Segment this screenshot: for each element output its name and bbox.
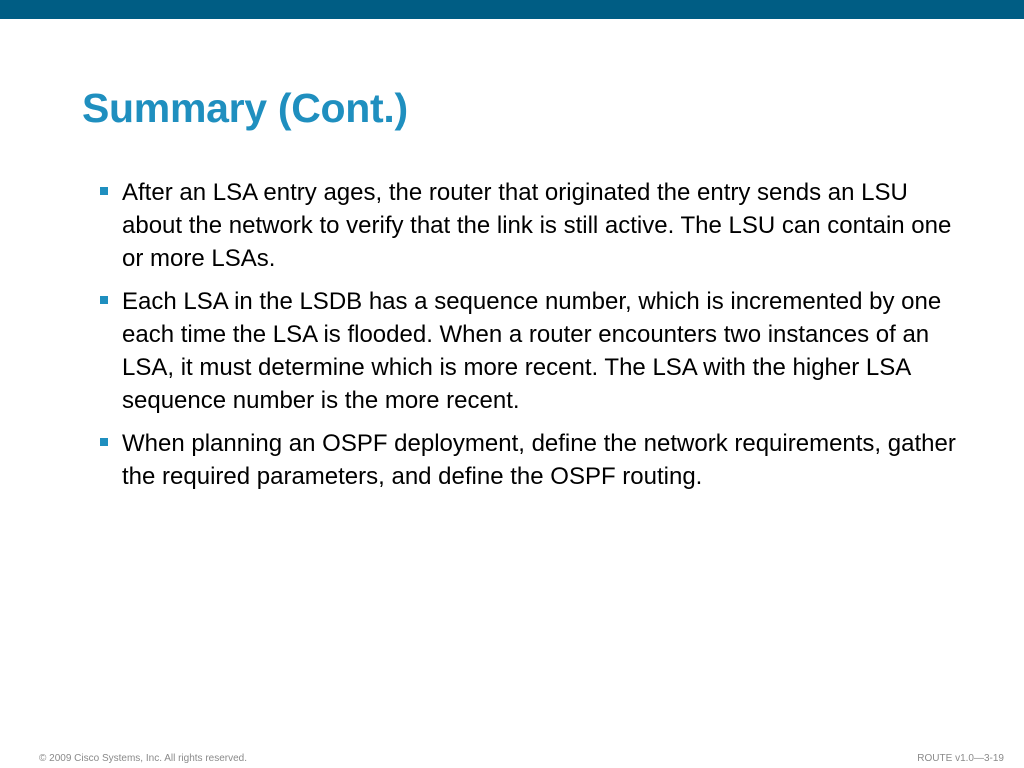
footer-course-label: ROUTE v1.0—3-19 (917, 753, 1004, 764)
bullet-text: After an LSA entry ages, the router that originated the entry sends an LSU about the network to verify that the link is still active. The LSU can contain one or more LSAs. (122, 179, 952, 272)
bullet-item (100, 427, 960, 493)
bullet-text: When planning an OSPF deployment, define the network requirements, gather the required parameters, and define the OSPF routing. (122, 430, 956, 490)
bullet-item (100, 176, 960, 275)
bullet-list (100, 176, 960, 503)
bullet-text: Each LSA in the LSDB has a sequence number, which is incremented by one each time the LSA is flooded. When a router encounters two instances of an LSA, it must determine which is more recent. The LSA with the higher LSA sequence number is the more recent. (122, 288, 942, 414)
slide-title: Summary (Cont.) (82, 85, 408, 131)
top-banner-bar (0, 0, 1024, 19)
square-bullet-icon (100, 187, 108, 195)
bullet-item (100, 285, 960, 417)
footer-copyright: © 2009 Cisco Systems, Inc. All rights reserved. (39, 753, 248, 764)
square-bullet-icon (100, 438, 108, 446)
square-bullet-icon (100, 296, 108, 304)
